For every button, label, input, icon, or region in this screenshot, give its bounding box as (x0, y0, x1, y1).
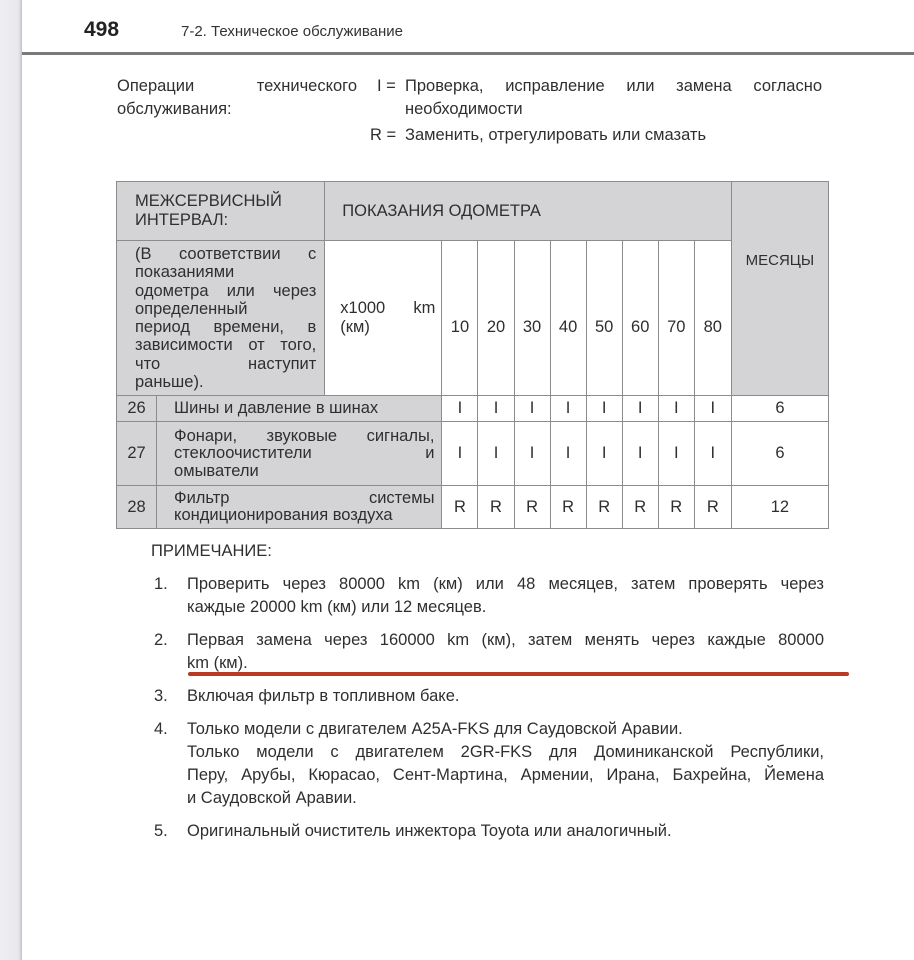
interval-header (117, 182, 325, 241)
legend-i-text-cont: необходимости (405, 100, 523, 118)
legend-i-text: Проверка, исправление или замена согласно (405, 77, 822, 95)
row-number: 27 (117, 422, 157, 486)
cell-value: I (622, 422, 658, 486)
column-header: 20 (478, 241, 514, 396)
operations-label: Операции технического (117, 77, 357, 95)
note-line: Оригинальный очиститель инжектора Toyota или аналогичный. (187, 822, 672, 840)
unit-label: (км) (340, 318, 370, 337)
cell-value: I (658, 396, 694, 422)
table-row (117, 486, 829, 529)
item-line: Фонари, звуковые сигналы, (174, 426, 435, 445)
red-underline-annotation (188, 672, 849, 676)
note-line: Перу, Арубы, Кюрасао, Сент-Мартина, Армении, Ирана, Бахрейна, Йемена (187, 766, 824, 784)
note-number: 4. (154, 720, 168, 738)
cell-value: I (442, 396, 478, 422)
item-line: стеклоочистители и (174, 444, 435, 463)
note-item (154, 573, 824, 619)
note-line: km (км). (187, 654, 248, 672)
row-number: 28 (117, 486, 157, 529)
months-value: 6 (731, 422, 828, 486)
description-line: одометра или через (135, 281, 317, 300)
item-line: Шины и давление в шинах (174, 399, 379, 418)
cell-value: R (514, 486, 550, 529)
table-row (117, 396, 829, 422)
header-divider (22, 52, 914, 55)
cell-value: I (586, 422, 622, 486)
interval-header-line: МЕЖСЕРВИСНЫЙ (135, 192, 282, 210)
item-line: омыватели (174, 461, 259, 480)
note-text (187, 820, 824, 843)
maintenance-table (116, 181, 829, 529)
column-header: 70 (658, 241, 694, 396)
section-title: 7-2. Техническое обслуживание (181, 23, 403, 40)
cell-value: R (442, 486, 478, 529)
item-line: Фильтр системы (174, 488, 435, 507)
unit-label: x1000 km (340, 299, 436, 318)
description-line: что наступит (135, 354, 317, 373)
note-text (187, 718, 824, 810)
note-item (154, 629, 824, 675)
cell-value: I (586, 396, 622, 422)
cell-value: I (658, 422, 694, 486)
description-line: показаниями (135, 263, 235, 282)
cell-value: I (478, 422, 514, 486)
cell-value: I (550, 422, 586, 486)
cell-value: R (622, 486, 658, 529)
months-value: 12 (731, 486, 828, 529)
note-number: 3. (154, 687, 168, 705)
notes-title: ПРИМЕЧАНИЕ: (151, 542, 272, 560)
note-text (187, 629, 824, 675)
item-line: кондиционирования воздуха (174, 506, 393, 525)
cell-value: I (442, 422, 478, 486)
sidebar-edge (0, 0, 22, 960)
note-line: каждые 20000 km (км) или 12 месяцев. (187, 598, 487, 616)
cell-value: I (550, 396, 586, 422)
column-header: 10 (442, 241, 478, 396)
page-number: 498 (84, 18, 120, 41)
cell-value: I (694, 396, 731, 422)
operations-label-cont: обслуживания: (117, 100, 232, 118)
row-item (157, 486, 442, 529)
note-number: 5. (154, 822, 168, 840)
row-item (157, 396, 442, 422)
legend-r-text: Заменить, отрегулировать или смазать (405, 126, 707, 144)
note-item (154, 820, 824, 843)
note-item (154, 718, 824, 810)
note-number: 1. (154, 575, 168, 593)
note-number: 2. (154, 631, 168, 649)
cell-value: R (586, 486, 622, 529)
cell-value: I (478, 396, 514, 422)
note-line: Первая замена через 160000 km (км), затем менять через каждые 80000 (187, 631, 824, 649)
description-line: период времени, в (135, 318, 317, 337)
note-line: и Саудовской Аравии. (187, 789, 357, 807)
interval-description (117, 241, 325, 396)
interval-header-line: ИНТЕРВАЛ: (135, 211, 229, 229)
column-header: 40 (550, 241, 586, 396)
cell-value: R (550, 486, 586, 529)
note-line: Только модели с двигателем 2GR-FKS для Доминиканской Республики, (187, 743, 824, 761)
description-line: раньше). (135, 373, 204, 392)
cell-value: I (694, 422, 731, 486)
cell-value: R (658, 486, 694, 529)
odometer-header: ПОКАЗАНИЯ ОДОМЕТРА (325, 182, 732, 241)
column-header: 80 (694, 241, 731, 396)
note-line: Проверить через 80000 km (км) или 48 месяцев, затем проверять через (187, 575, 824, 593)
cell-value: I (514, 396, 550, 422)
column-header: 50 (586, 241, 622, 396)
cell-value: I (514, 422, 550, 486)
legend-r-key: R = (370, 126, 397, 144)
note-text (187, 685, 824, 708)
note-line: Включая фильтр в топливном баке. (187, 687, 460, 705)
cell-value: R (694, 486, 731, 529)
description-line: (В соответствии с (135, 245, 317, 263)
row-number: 26 (117, 396, 157, 422)
table-row (117, 422, 829, 486)
months-header (731, 182, 828, 396)
column-header: 60 (622, 241, 658, 396)
note-text (187, 573, 824, 619)
legend-i-key: I = (377, 77, 396, 95)
months-value: 6 (731, 396, 828, 422)
unit-cell (325, 241, 442, 396)
cell-value: R (478, 486, 514, 529)
note-line: Только модели с двигателем A25A-FKS для Саудовской Аравии. (187, 720, 683, 738)
cell-value: I (622, 396, 658, 422)
notes-list (154, 573, 824, 853)
description-line: определенный (135, 299, 248, 318)
column-header: 30 (514, 241, 550, 396)
description-line: зависимости от того, (135, 336, 317, 355)
months-header-label: МЕСЯЦЫ (745, 252, 815, 270)
note-item (154, 685, 824, 708)
row-item (157, 422, 442, 486)
